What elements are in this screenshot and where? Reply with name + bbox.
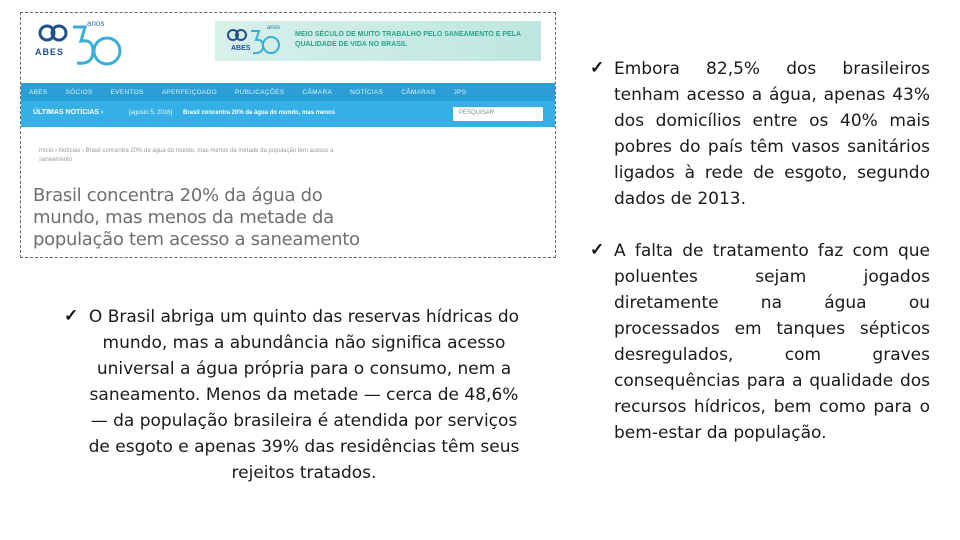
menu-item-jps[interactable]: JPS [453, 88, 467, 96]
article-title: Brasil concentra 20% da água do mundo, mas menos da metade da população tem acesso a saneamento [33, 185, 360, 250]
logo-anos-text: anos [87, 19, 105, 28]
search-placeholder: PESQUISAR [459, 110, 495, 116]
search-input[interactable] [453, 107, 543, 121]
check-icon: ✓ [64, 306, 79, 325]
logo-abes-text: ABES [35, 47, 65, 57]
bullet-text-right-bottom: A falta de tratamento faz com que poluentes sejam jogados diretamente na água ou processados em tanques sépticos desregulados, com graves consequências para a qualidade dos recursos hídricos, bem como para o bem-estar da população. [614, 241, 930, 443]
bullet-text-left: O Brasil abriga um quinto das reservas hídricas do mundo, mas a abundância não significa acesso universal a água própria para o consumo, nem a saneamento. Menos da metade — cerca de 48,6% — da população brasileira é atendida por serviços de esgoto e apenas 39% das residências têm seus rejeitos tratados. [88, 307, 520, 483]
menu-item-camara[interactable]: CÂMARA [302, 88, 333, 96]
news-date: [agosto 5, 2016] [129, 110, 173, 116]
menu-item-camaras[interactable]: CÂMARAS [401, 88, 436, 96]
check-icon: ✓ [590, 240, 605, 259]
breadcrumb: Início › Notícias › Brasil concentra 20% da água do mundo, mas menos da metade da população tem acesso a saneamento [39, 148, 334, 163]
website-screenshot [20, 12, 556, 258]
anniversary-banner [215, 21, 541, 61]
latest-news-bar [21, 101, 555, 127]
latest-news-label[interactable]: ÚLTIMAS NOTÍCIAS › [33, 109, 104, 116]
banner-anos-text: anos [267, 25, 281, 31]
check-icon: ✓ [590, 58, 605, 77]
banner-abes-text: ABES [231, 45, 251, 52]
menu-item-eventos[interactable]: EVENTOS [110, 88, 144, 96]
site-main-menu [21, 83, 555, 101]
news-headline-link[interactable]: Brasil concentra 20% da água do mundo, mas menos [183, 110, 336, 116]
menu-item-aperfeicoado[interactable]: APERFEIÇOADO [161, 88, 217, 96]
banner-slogan: MEIO SÉCULO DE MUITO TRABALHO PELO SANEAMENTO E PELA QUALIDADE DE VIDA NO BRASIL [295, 31, 521, 48]
menu-item-socios[interactable]: SÓCIOS [65, 88, 93, 96]
menu-item-abes[interactable]: ABES [29, 88, 48, 96]
menu-item-noticias[interactable]: NOTÍCIAS [350, 88, 384, 96]
menu-item-publicacoes[interactable]: PUBLICAÇÕES [234, 88, 285, 96]
site-header [21, 13, 555, 83]
bullet-text-right-top: Embora 82,5% dos brasileiros tenham acesso a água, apenas 43% dos domicílios entre os 40% mais pobres do país têm vasos sanitários ligados à rede de esgoto, segundo dados de 2013. [614, 59, 930, 209]
